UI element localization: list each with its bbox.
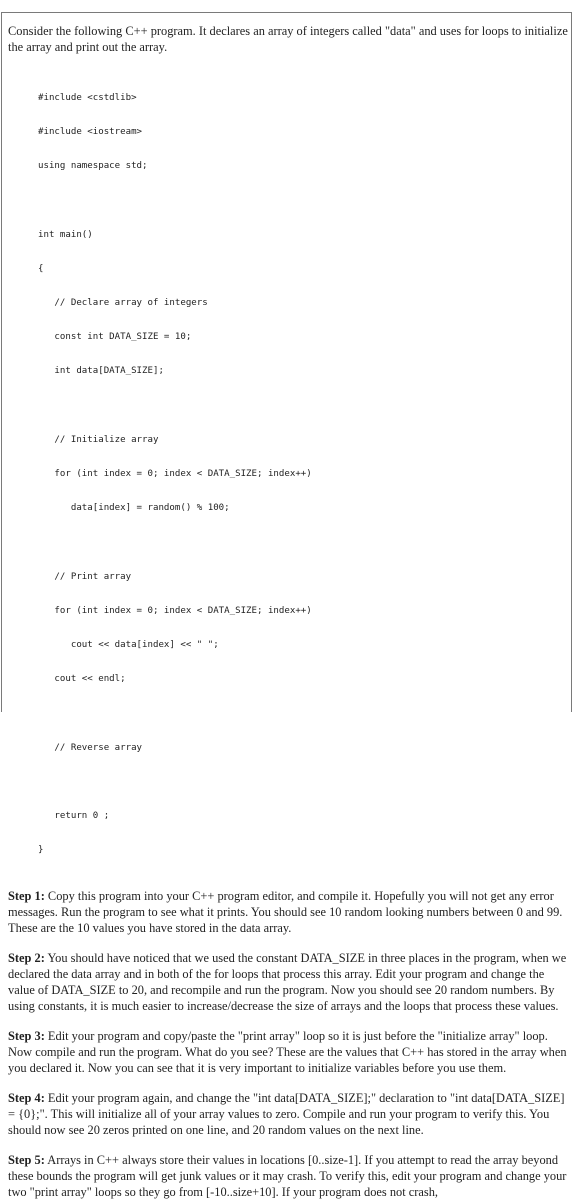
code-line: for (int index = 0; index < DATA_SIZE; index++) — [38, 469, 312, 480]
step-3-label: Step 3: — [8, 1029, 45, 1044]
step-3-text: Edit your program and copy/paste the "print array" loop so it is just before the "initialize array" loop. Now compile and run the program. What do you see? These are the values that C++ has stored in the array when you declared it. Now you can see that it is very important to initialize variables before you use them. — [8, 1029, 567, 1076]
code-line: // Declare array of integers — [38, 298, 208, 309]
step-2-text: You should have noticed that we used the constant DATA_SIZE in three places in the program, when we declared the data array and in both of the for loops that process this array. Edit your program and change the value of DATA_SIZE to 20, and recompile and run the program. Now you should see 20 random numbers. By using constants, it is much easier to increase/decrease the size of arrays and the loops that process these values. — [8, 951, 567, 1014]
step-4-paragraph — [8, 1090, 568, 1138]
code-line — [38, 401, 568, 412]
step-2-label: Step 2: — [8, 951, 45, 966]
code-line: return 0 ; — [38, 811, 110, 822]
step-1-text: Copy this program into your C++ program editor, and compile it. Hopefully you will not get any error messages. Run the program to see what it prints. You should see 10 random looking numbers between 0 and 99. These are the 10 values you have stored in the data array. — [8, 889, 563, 936]
step-5-label: Step 5: — [8, 1153, 45, 1168]
code-line: for (int index = 0; index < DATA_SIZE; index++) — [38, 605, 312, 616]
step-1-paragraph — [8, 888, 568, 936]
intro-paragraph: Consider the following C++ program. It declares an array of integers called "data" and uses for loops to initialize the array and print out the array. — [8, 24, 568, 54]
code-line — [38, 537, 568, 548]
code-line — [38, 708, 568, 719]
code-line: const int DATA_SIZE = 10; — [38, 332, 192, 343]
code-line: // Initialize array — [38, 434, 159, 445]
code-line: using namespace std; — [38, 161, 148, 172]
code-line: data[index] = random() % 100; — [38, 503, 230, 514]
code-line: cout << data[index] << " "; — [38, 640, 219, 651]
code-line: int data[DATA_SIZE]; — [38, 366, 164, 377]
step-2-paragraph — [8, 950, 568, 1014]
code-line — [38, 195, 568, 206]
code-line: // Print array — [38, 571, 132, 582]
step-3-paragraph — [8, 1028, 568, 1076]
step-4-label: Step 4: — [8, 1091, 45, 1106]
step-4-text: Edit your program again, and change the "int data[DATA_SIZE];" declaration to "int data[DATA_SIZE] = {0};". This will initialize all of your array values to zero. Compile and run your program to verify this. You should now see 20 zeros printed on one line, and 20 random values on the next line. — [8, 1091, 565, 1138]
code-listing — [38, 70, 568, 879]
code-line — [38, 777, 568, 788]
step-5-text: Arrays in C++ always store their values in locations [0..size-1]. If you attempt to read the array beyond these bounds the program will get junk values or it may crash. To verify this, edit your program and change your two "print array" loops so they go from [-10..size+10]. If your program does not crash, — [8, 1153, 567, 1200]
code-line: #include <cstdlib> — [38, 92, 137, 103]
code-line: cout << endl; — [38, 674, 126, 685]
code-line: int main() — [38, 229, 93, 240]
code-line: // Reverse array — [38, 742, 143, 753]
step-5-paragraph — [8, 1152, 568, 1200]
code-line: } — [38, 845, 44, 856]
step-1-label: Step 1: — [8, 889, 45, 904]
document-frame — [1, 12, 572, 1200]
document-content — [8, 23, 568, 1200]
code-line: { — [38, 263, 44, 274]
code-line: #include <iostream> — [38, 127, 143, 138]
